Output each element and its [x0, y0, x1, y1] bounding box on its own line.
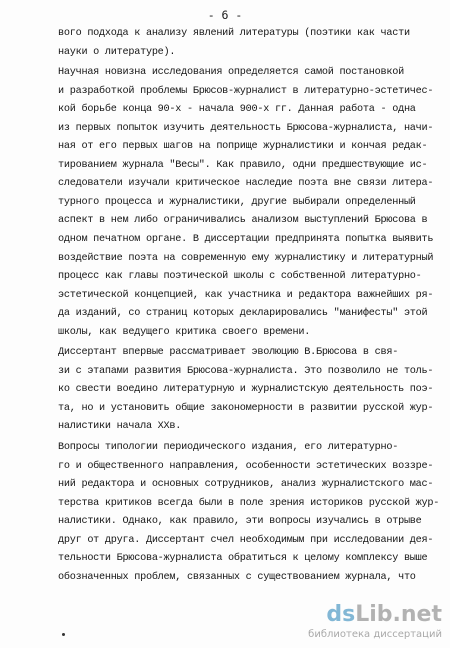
- text-line: налистики начала ХХв.: [58, 421, 182, 433]
- body-text: [58, 25, 440, 587]
- scan-mark: [62, 633, 65, 636]
- text-line: ний редактора и основных сотрудников, анализ журналистского мас-: [58, 479, 434, 491]
- text-line: и разработкой проблемы Брюсов-журналист в литературно-эстетичес-: [58, 85, 434, 97]
- text-line: тированием журнала "Весы". Как правило, одни предшествующие ис-: [58, 159, 428, 171]
- text-line: аспект в нем либо ограничивались анализом выступлений Брюсова в: [58, 215, 428, 227]
- text-line: зи с этапами развития Брюсова-журналиста. Это позволило не толь-: [58, 365, 434, 377]
- text-line: друг от друга. Диссертант счел необходимым при исследовании дея-: [58, 534, 434, 546]
- text-line: да изданий, со страниц которых декларировались "манифесты" этой: [58, 308, 428, 320]
- paragraph-3: [58, 344, 434, 437]
- watermark-logo-prefix: ds: [326, 602, 356, 627]
- text-line: та, но и установить общие закономерности в развитии русской жур-: [58, 402, 434, 414]
- text-line: процесс как главы поэтической школы с собственной литературно-: [58, 271, 422, 283]
- text-line: тельности Брюсова-журналиста обратиться к целому комплексу выше: [58, 553, 428, 565]
- paragraph-1: [58, 25, 428, 62]
- text-line: кой борьбе конца 90-х - начала 900-х гг. Данная работа - одна: [58, 104, 416, 116]
- watermark[interactable]: [252, 602, 442, 642]
- paragraph-2: [58, 64, 434, 342]
- paragraph-4: [58, 439, 440, 587]
- watermark-subtitle: библиотека диссертаций: [308, 629, 442, 640]
- text-line: Диссертант впервые рассматривает эволюцию В.Брюсова в свя-: [58, 347, 399, 359]
- text-line: ко свести воедино литературную и журналистскую деятельность поэ-: [58, 384, 434, 396]
- page-number: - 6 -: [207, 8, 243, 22]
- text-line: следователи изучали критическое наследие поэта вне связи литера-: [58, 178, 434, 190]
- text-line: ная от его первых шагов на поприще журналистики и кончая редак-: [58, 141, 428, 153]
- text-line: Вопросы типологии периодического издания, его литературно-: [58, 442, 399, 454]
- text-line: вого подхода к анализу явлений литературы (поэтики как части: [58, 28, 410, 39]
- text-line: налистики. Однако, как правило, эти вопросы изучались в отрыве: [58, 516, 422, 528]
- text-line: турного процесса и журналистики, другие выбирали определенный: [58, 196, 416, 208]
- text-line: из первых попыток изучить деятельность Брюсова-журналиста, начи-: [58, 122, 434, 134]
- watermark-logo-main: Lib.net: [355, 602, 442, 627]
- text-line: школы, как ведущего критика своего времени.: [58, 326, 311, 338]
- text-line: эстетической концепцией, как участника и редактора важнейших ря-: [58, 289, 434, 301]
- text-line: науки о литературе).: [58, 46, 176, 58]
- text-line: воздействие поэта на современную ему журналистику и литературный: [58, 252, 434, 264]
- watermark-logo: [252, 602, 442, 628]
- text-line: Научная новизна исследования определяется самой постановкой: [58, 67, 404, 79]
- text-line: одном печатном органе. В диссертации предпринята попытка выявить: [58, 234, 434, 246]
- text-line: обозначенных проблем, связанных с существованием журнала, что: [58, 571, 416, 583]
- text-line: терства критиков всегда были в поле зрения историков русской жур-: [58, 497, 440, 509]
- text-line: го и общественного направления, особенности эстетических воззре-: [58, 460, 434, 472]
